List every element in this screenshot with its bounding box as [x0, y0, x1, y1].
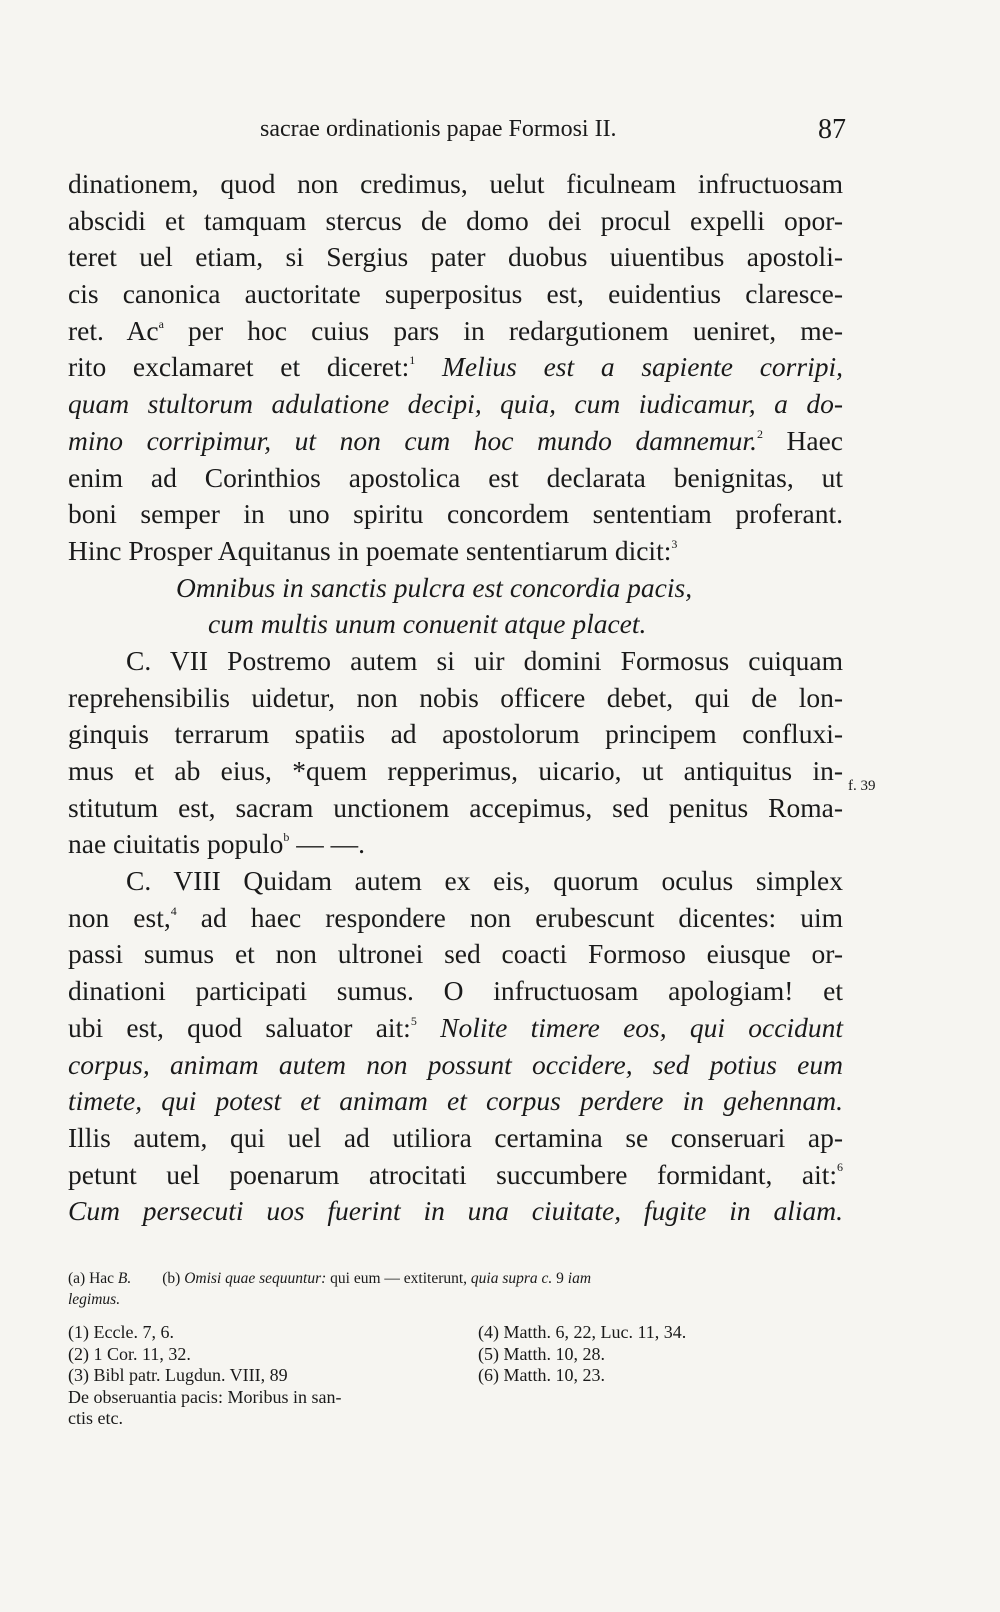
footnotes-column-left: [68, 1322, 438, 1430]
text-line-1: dinationem, quod non credimus, uelut ficulneam infructuosam: [68, 168, 843, 199]
quotation-italic: mino corripimur, ut non cum hoc mundo damnemur.: [68, 424, 757, 456]
footnote-1: (1) Eccle. 7, 6.: [68, 1322, 174, 1342]
quotation-italic: Nolite timere eos, qui occidunt: [440, 1011, 844, 1043]
text-line-16: ginquis terrarum spatiis ad apostolorum principem confluxi-: [68, 718, 843, 750]
text-line-10: boni semper in uno spiritu concordem sententiam proferant.: [68, 498, 843, 530]
footnote-6: (6) Matth. 10, 23.: [478, 1365, 605, 1385]
margin-folio-note: f. 39: [848, 778, 876, 794]
footnote-3-cont: ctis etc.: [68, 1408, 123, 1428]
text-segment: Hinc Prosper Aquitanus in poemate sententiarum dicit:: [68, 534, 672, 566]
text-line-29: Cum persecuti uos fuerint in una ciuitate, fugite in aliam.: [68, 1195, 843, 1227]
text-line-17: mus et ab eius, *quem repperimus, uicario, ut antiquitus in-: [68, 755, 843, 786]
apparatus-line-2: legimus.: [68, 1291, 121, 1308]
apparatus-b-italic-3: iam: [567, 1270, 592, 1287]
text-line-25: corpus, animam autem non possunt occidere, sed potius eum: [68, 1048, 843, 1080]
footnote-5: (5) Matth. 10, 28.: [478, 1343, 605, 1364]
text-segment: Haec: [762, 424, 843, 456]
text-line-11: [68, 533, 843, 570]
footnote-marker-4: 4: [170, 903, 177, 918]
apparatus-b-text-2: 9: [552, 1270, 568, 1287]
apparatus-b-italic-2: quia supra c.: [470, 1270, 553, 1287]
text-segment: ubi est, quod saluator ait:: [68, 1011, 411, 1043]
text-line-2: abscidi et tamquam stercus de domo dei procul expelli opor-: [68, 204, 843, 236]
apparatus-marker-a: a: [158, 316, 164, 331]
text-line-19: [68, 826, 843, 863]
text-segment: ad haec respondere non erubescunt dicentes: uim: [176, 901, 843, 933]
footnote-marker-2: 2: [756, 426, 763, 441]
text-line-26: timete, qui potest et animam et corpus perdere in gehennam.: [68, 1085, 843, 1117]
text-segment: ret. Ac: [68, 314, 159, 346]
text-line-21: [68, 900, 843, 937]
main-text: [68, 166, 843, 1230]
footnote-marker-6: 6: [837, 1160, 843, 1175]
text-segment: non est,: [68, 901, 171, 933]
apparatus-b-text: qui eum — extiterunt,: [326, 1270, 471, 1287]
text-line-18: stitutum est, sacram unctionem accepimus, sed penitus Roma-: [68, 791, 843, 823]
footnote-marker-1: 1: [409, 353, 416, 368]
text-line-28: [68, 1157, 843, 1194]
text-line-9: enim ad Corinthios apostolica est declarata benignitas, ut: [68, 461, 843, 493]
verse-line-1: Omnibus in sanctis pulcra est concordia pacis,: [176, 571, 693, 603]
footnote-marker-5: 5: [410, 1013, 417, 1028]
footnote-3-cont: De obseruantia pacis: Moribus in san-: [68, 1386, 342, 1407]
footnote-2: (2) 1 Cor. 11, 32.: [68, 1343, 191, 1364]
text-segment: — —.: [289, 828, 365, 860]
page-number: 87: [818, 114, 846, 145]
text-line-3: teret uel etiam, si Sergius pater duobus uiuentibus apostoli-: [68, 241, 843, 273]
text-segment: nae ciuitatis populo: [68, 828, 284, 860]
page-header: [0, 108, 1000, 148]
text-line-14: C. VII Postremo autem si uir domini Formosus cuiquam: [126, 644, 843, 676]
apparatus-marker-b: b: [283, 830, 290, 845]
text-line-4: cis canonica auctoritate superpositus est, euidentius claresce-: [68, 278, 843, 310]
footnote-3: (3) Bibl patr. Lugdun. VIII, 89: [68, 1365, 288, 1385]
footnote-marker-3: 3: [671, 536, 678, 551]
text-line-22: passi sumus et non ultronei sed coacti Formoso eiusque or-: [68, 938, 843, 970]
text-line-8: [68, 423, 843, 460]
text-line-27: Illis autem, qui uel ad utiliora certamina se conseruari ap-: [68, 1121, 843, 1153]
verse-line-2: cum multis unum conuenit atque placet.: [208, 608, 647, 640]
footnotes-column-right: [478, 1322, 843, 1387]
text-line-6: [68, 349, 843, 386]
apparatus-line-1: [68, 1268, 843, 1289]
text-segment: per hoc cuius pars in redargutionem ueniret, me-: [163, 314, 843, 346]
footnote-4: (4) Matth. 6, 22, Luc. 11, 34.: [478, 1322, 687, 1342]
text-segment: rito exclamaret et diceret:: [68, 351, 410, 383]
text-line-24: [68, 1010, 843, 1047]
critical-apparatus: [68, 1268, 843, 1310]
running-title: sacrae ordinationis papae Formosi II.: [260, 116, 617, 142]
text-line-15: reprehensibilis uidetur, non nobis officere debet, qui de lon-: [68, 681, 843, 713]
apparatus-a-ms: B.: [117, 1270, 132, 1287]
text-line-23: dinationi participati sumus. O infructuosam apologiam! et: [68, 975, 843, 1007]
text-line-5: [68, 313, 843, 350]
quotation-italic: Melius est a sapiente corripi,: [442, 351, 843, 383]
text-line-7: quam stultorum adulatione decipi, quia, cum iudicamur, a do-: [68, 388, 843, 420]
text-line-20: C. VIII Quidam autem ex eis, quorum oculus simplex: [126, 865, 843, 897]
apparatus-a-label: (a) Hac: [68, 1270, 118, 1287]
text-segment: petunt uel poenarum atrocitati succumbere formidant, ait:: [68, 1158, 837, 1190]
apparatus-b-label: (b): [162, 1270, 185, 1287]
apparatus-b-italic-1: Omisi quae sequuntur:: [184, 1270, 327, 1287]
